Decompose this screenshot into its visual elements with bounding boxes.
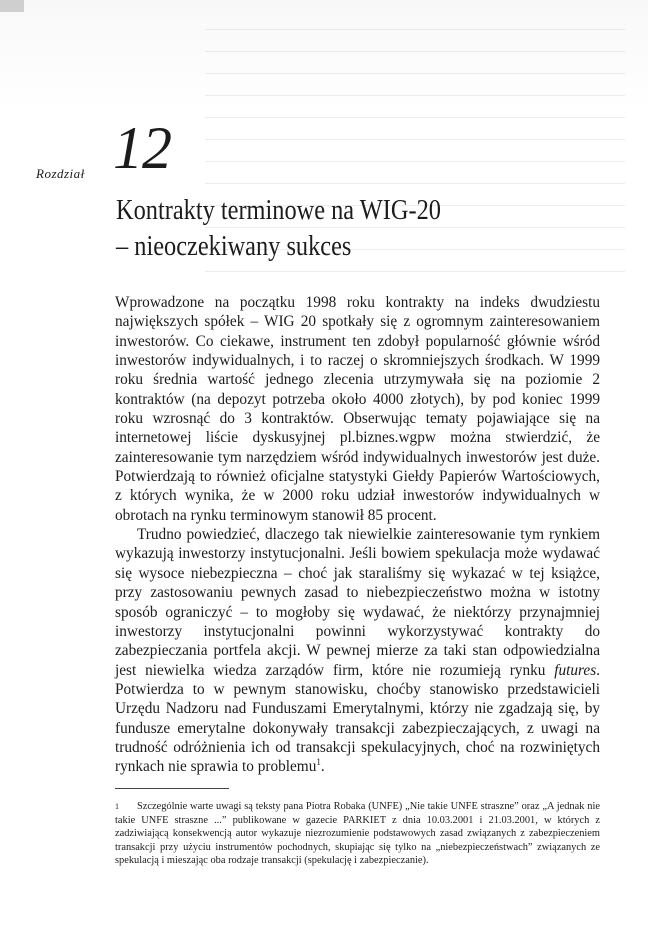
footnote-divider [115, 788, 229, 789]
chapter-title [116, 192, 441, 264]
footnote [115, 800, 600, 868]
footnote-text: Szczególnie warte uwagi są teksty pana Piotra Robaka (UNFE) „Nie takie UNFE straszne” oraz „A jednak nie takie UNFE straszne ...” publikowane w gazecie PARKIET z dnia 10.03.2001 i 21.03.2001, w których z zadziwiającą konsekwencją autor wykazuje niezrozumienie podstawowych zasad związanych z zabezpieczeniem transakcji przy użyciu instrumentów pochodnych, skupiając się tylko na „niebezpieczeństwach” związanych ze spekulacją i mieszając oba rodzaje transakcji (spekulację i zabezpieczanie). [115, 801, 600, 867]
scan-corner-mark [0, 0, 24, 12]
body-text [115, 293, 600, 777]
footnote-number: 1 [115, 802, 119, 811]
paragraph-2 [115, 525, 600, 776]
footnote-reference[interactable]: 1 [316, 757, 321, 768]
chapter-label: Rozdział [36, 166, 85, 181]
paragraph-1: Wprowadzone na początku 1998 roku kontrakty na indeks dwudziestu największych spółek – WIG 20 spotkały się z ogromnym zainteresowaniem inwestorów. Co ciekawe, instrument ten zdobył popularność głównie wśród inwestorów indywidualnych, i to raczej o skromniejszych środkach. W 1999 roku średnia wartość jednego zlecenia utrzymywała się na poziomie 2 kontraktów (na depozyt potrzeba około 4000 złotych), by pod koniec 1999 roku wzrosnąć do 3 kontraktów. Obserwując tematy pojawiające się na internetowej liście dyskusyjnej pl.biznes.wgpw można stwierdzić, że zainteresowanie tym narzędziem wśród indywidualnych inwestorów jest duże. Potwierdzają to również oficjalne statystyki Giełdy Papierów Wartościowych, z których wynika, że w 2000 roku udział inwestorów indywidualnych w obrotach na rynku terminowym stanowił 85 procent. [115, 294, 600, 524]
paragraph-2-part-b: . Potwierdza to w pewnym stanowisku, choćby stanowisko przedstawicieli Urzędu Nadzoru nad Funduszami Emerytalnymi, którzy nie zgadzają się, by fundusze emerytalne dokonywały transakcji zabezpieczających, z uwagi na trudność odróżnienia ich od transakcji spekulacyjnych, choć na rozwiniętych rynkach nie sprawia to problemu [115, 661, 600, 776]
chapter-title-line-2: – nieoczekiwany sukces [116, 230, 352, 262]
futures-term: futures [554, 661, 597, 679]
paragraph-2-part-a: Trudno powiedzieć, dlaczego tak niewielkie zainteresowanie tym rynkiem wykazują inwestorzy instytucjonalni. Jeśli bowiem spekulacja może wydawać się wysoce niebezpieczna – choć jak staraliśmy się wykazać w tej książce, przy zastosowaniu pewnych zasad to niebezpieczeństwo można w istotny sposób ograniczyć – to mogłoby się wydawać, że niektórzy przynajmniej inwestorzy instytucjonalni powinni wykorzystywać kontrakty do zabezpieczania portfela akcji. W pewnej mierze za taki stan odpowiedzialna jest niewielka wiedza zarządów firm, które nie rozumieją rynku [115, 526, 600, 679]
paragraph-2-end: . [320, 758, 325, 776]
chapter-title-line-1: Kontrakty terminowe na WIG-20 [116, 194, 441, 226]
chapter-number: 12 [113, 115, 171, 181]
